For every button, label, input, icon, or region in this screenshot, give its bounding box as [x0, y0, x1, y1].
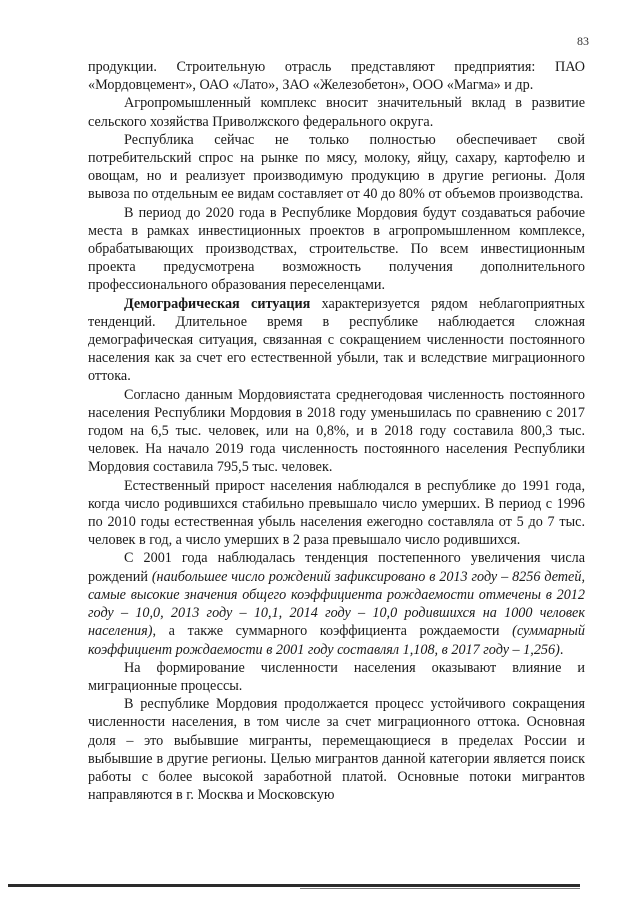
section-heading-demography: Демографическая ситуация [124, 295, 311, 312]
paragraph-9: На формирование численности населения оказывают влияние и миграционные процессы. [88, 659, 585, 694]
document-body [88, 58, 585, 804]
paragraph-8-text-a: С 2001 года наблюдалась тенденция постепенного увеличения числа рождений [88, 550, 585, 585]
paragraph-4: В период до 2020 года в Республике Мордовия будут создаваться рабочие места в рамках инвестиционных проектов в агропромышленном комплексе, обрабатывающих производствах, строительстве. По всем инвестиционным проекта предусмотрена возможность получения дополнительного профессионального образования переселенцами. [88, 204, 585, 294]
page-number: 83 [577, 34, 589, 48]
paragraph-8 [88, 549, 585, 658]
paragraph-5 [88, 295, 585, 386]
paragraph-8-italic-a: (наибольшее число рождений зафиксировано в 2013 году – 8256 детей, самые высокие значения общего коэффициента рождаемости отмечены в 2012 году – 10,0, 2013 году – 10,1, 2014 году – 10,0 родившихся на 1000 человек населения) [88, 568, 585, 640]
paragraph-10: В республике Мордовия продолжается процесс устойчивого сокращения численности населения, в том числе за счет миграционного оттока. Основная доля – это выбывшие мигранты, перемещающиеся в пределах России и выбывшие в другие регионы. Целью мигрантов данной категории является поиск работы с более высокой заработной платой. Основные потоки мигрантов направляются в г. Москва и Московскую [88, 696, 585, 804]
bottom-border-line-thin [300, 888, 580, 889]
paragraph-8-text-b: , а также суммарного коэффициента рождаемости [152, 623, 513, 640]
paragraph-6: Согласно данным Мордовиястата среднегодовая численность постоянного населения Республики Мордовия в 2018 году уменьшилась по сравнению с 2017 годом на 6,5 тыс. человек, или на 0,8%, и в 2018 году составила 800,3 тыс. человек. На начало 2019 года численность постоянного населения Республики Мордовия составила 795,5 тыс. человек. [88, 386, 585, 476]
paragraph-8-italic-b: (суммарный коэффициент рождаемости в 2001 году составлял 1,108, в 2017 году – 1,256) [88, 623, 585, 658]
paragraph-2: Агропромышленный комплекс вносит значительный вклад в развитие сельского хозяйства Приволжского федерального округа. [88, 95, 585, 130]
paragraph-7: Естественный прирост населения наблюдался в республике до 1991 года, когда число родившихся стабильно превышало число умерших. В период с 1996 по 2010 годы естественная убыль населения ежегодно составляла от 5 до 7 тыс. человек в год, а число умерших в 2 раза превышало число родившихся. [88, 477, 585, 549]
paragraph-1: продукции. Строительную отрасль представляют предприятия: ПАО «Мордовцемент», ОАО «Лато», ЗАО «Железобетон», ООО «Магма» и др. [88, 59, 585, 94]
paragraph-8-text-c: . [559, 641, 564, 658]
paragraph-3: Республика сейчас не только полностью обеспечивает свой потребительский спрос на рынке по мясу, молоку, яйцу, сахару, картофелю и овощам, но и реализует производимую продукцию в другие регионы. Доля вывоза по отдельным ее видам составляет от 40 до 80% от объемов производства. [88, 131, 585, 203]
bottom-border-line [8, 884, 580, 887]
paragraph-5-text: характеризуется рядом неблагоприятных тенденций. Длительное время в республике наблюдается сложная демографическая ситуация, связанная с сокращением численности постоянного населения как за счет его естественной убыли, так и вследствие миграционного оттока. [88, 295, 585, 385]
